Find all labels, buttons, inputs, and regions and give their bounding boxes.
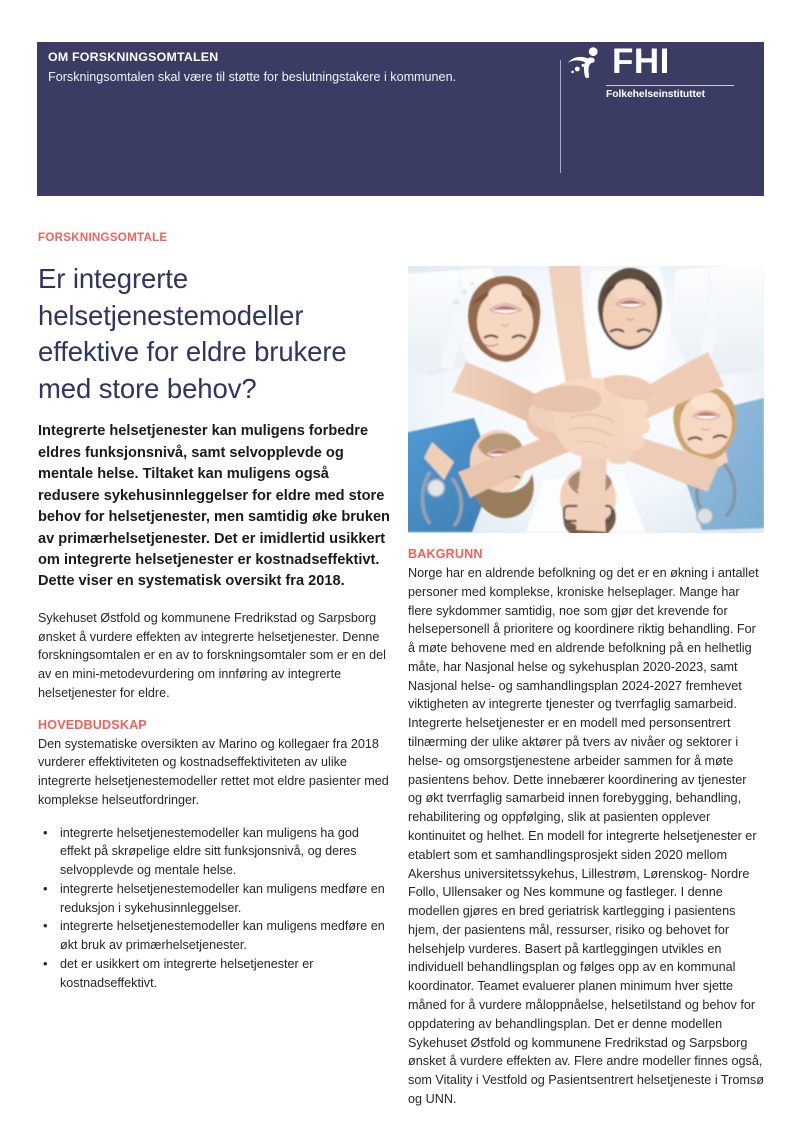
list-item: • det er usikkert om integrerte helsetjenester er kostnadseffektivt. — [38, 955, 390, 993]
list-item: • integrerte helsetjenestemodeller kan muligens medføre en reduksjon i sykehusinnleggelser. — [38, 880, 390, 918]
lead-paragraph: Integrerte helsetjenester kan muligens forbedre eldres funksjonsnivå, samt selvopplevde og mentale helse. Tiltaket kan muligens også redusere sykehusinnleggelser for eldre med store behov for helsetjenester, men samtidig øke bruken av primærhelsetjenester. Det er imidlertid usikkert om integrerte helsetjenester er kostnadseffektivt. Dette viser en systematisk oversikt fra 2018. — [38, 423, 390, 590]
list-item: • integrerte helsetjenestemodeller kan muligens medføre en økt bruk av primærhelsetjenester. — [38, 917, 390, 955]
article-kicker: FORSKNINGSOMTALE — [38, 231, 168, 244]
banner-text-block — [48, 49, 468, 86]
hovedbudskap-paragraph: Den systematiske oversikten av Marino og kollegaer fra 2018 vurderer effektiviteten og kostnadseffektiviteten av ulike integrerte helsetjenestemodeller rettet mot eldre pasienter med komplekse helseutfordringer. — [38, 736, 389, 807]
list-item: • integrerte helsetjenestemodeller kan muligens ha god effekt på skrøpelige eldre sitt funksjonsnivå, og deres selvopplevde og mentale helse. — [38, 824, 390, 880]
hero-photo — [408, 266, 764, 533]
hovedbudskap-heading: HOVEDBUDSKAP — [38, 717, 147, 732]
bakgrunn-heading: BAKGRUNN — [408, 547, 483, 561]
intro-paragraph: Sykehuset Østfold og kommunene Fredrikstad og Sarpsborg ønsket å vurdere effekten av integrerte helsetjenester. Denne forskningsomtalen er en av to forskningsomtaler som er en del av en mini-metodevurdering om innføring av integrerte helsetjenester for eldre. — [38, 610, 386, 700]
fhi-logo-tagline: Folkehelseinstituttet — [606, 89, 705, 100]
right-column — [408, 546, 764, 1109]
banner-kicker: OM FORSKNINGSOMTALEN — [48, 50, 219, 64]
banner-vertical-divider — [560, 60, 561, 173]
fhi-logo-row — [565, 42, 670, 82]
left-column — [38, 230, 390, 992]
fhi-logo — [565, 42, 734, 100]
key-message-list — [38, 824, 390, 993]
fhi-logo-wordmark: FHI — [612, 41, 670, 81]
bakgrunn-paragraph: Norge har en aldrende befolkning og det er en økning i antallet personer med komplekse, kroniske helseplager. Mange har flere sykdommer samtidig, noe som gjør det krevende for helsepersonell å prioritere og koordinere riktig behandling. For å møte behovene med en aldrende befolkning på en helhetlig måte, har Nasjonal helse og sykehusplan 2020-2023, samt Nasjonal helse- og samhandlingsplan 2024-2027 fremhevet viktigheten av integrerte tjenester og tverrfaglig samarbeid. Integrerte helsetjenester er en modell med personsentrert tilnærming der ulike aktører på tvers av nivåer og sektorer i helse- og omsorgstjenestene arbeider sammen for å møte pasientens behov. Dette innebærer koordinering av tjenester og økt tverrfaglig samarbeid innen forebygging, behandling, rehabilitering og oppfølging, slik at pasienten opplever kontinuitet og helhet. En modell for integrerte helsetjenester er etablert som et samhandlingsprosjekt siden 2020 mellom Akershus universitetssykehus, Lillestrøm, Lørenskog- Nordre Follo, Ullensaker og Nes kommune og fastleger. I denne modellen gjøres en bred geriatrisk kartlegging i pasientens hjem, der pasientens mål, ressurser, risiko og behovet for helsehjelp vurderes. Basert på kartleggingen utvikles en individuell behandlingsplan og følges opp av en kommunal koordinator. Teamet evaluerer planen minimum hver sjette måned for å vurdere måloppnåelse, helsetilstand og behov for oppdatering av behandlingsplan. Det er denne modellen Sykehuset Østfold og kommunene Fredrikstad og Sarpsborg ønsket å vurdere effekten av. Flere andre modeller finnes også, som Vitality i Vestfold og Pasientsentrert helsetjeneste i Tromsø og UNN. — [408, 566, 764, 1106]
fhi-figure-logo-icon — [565, 42, 605, 82]
fhi-logo-rule — [606, 85, 734, 86]
page-title: Er integrerte helsetjenestemodeller effektive for eldre brukere med store behov? — [38, 263, 347, 404]
banner-subtitle: Forskningsomtalen skal være til støtte for beslutningstakere i kommunen. — [48, 69, 457, 84]
